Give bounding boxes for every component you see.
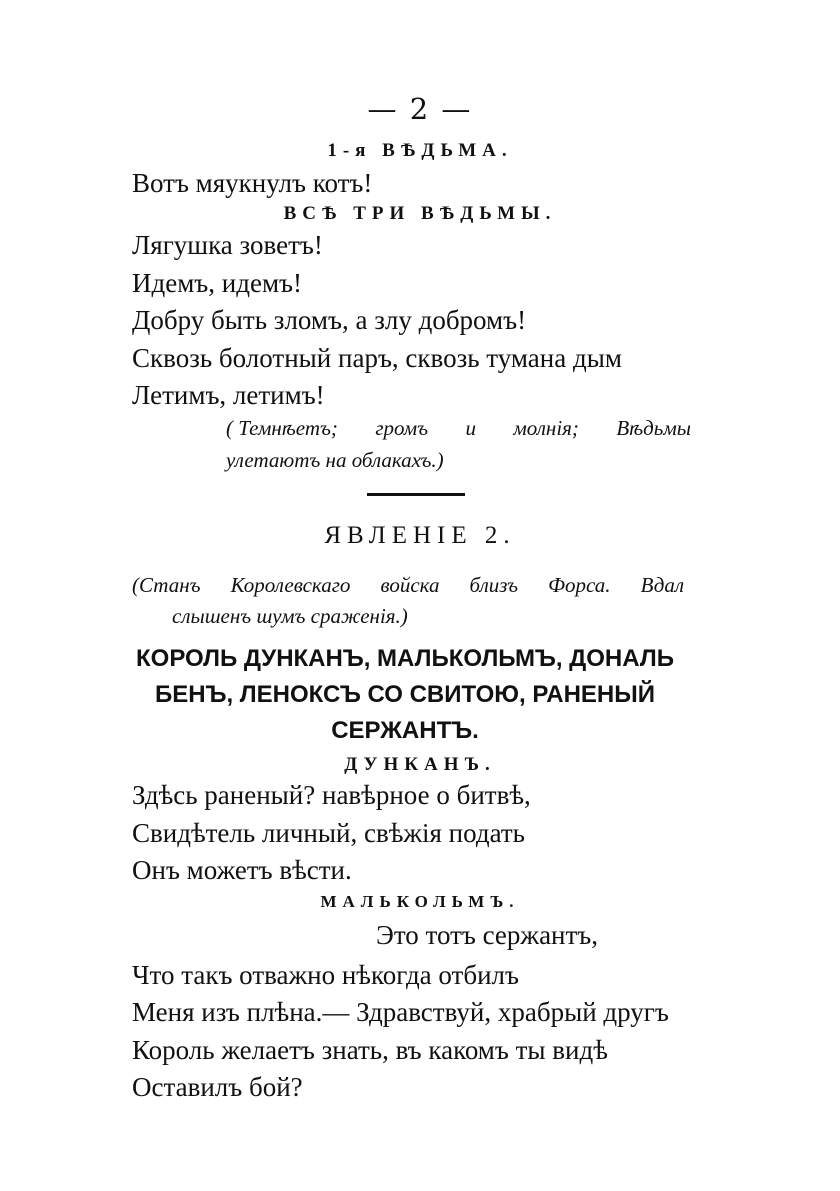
setting-word: войска <box>380 573 440 597</box>
page-number: — 2 — <box>367 92 473 126</box>
setting-word: Королевскаго <box>230 573 351 597</box>
scene-setting-line2: слышенъ шумъ сраженія.) <box>172 604 408 628</box>
verse-line: Летимъ, летимъ! <box>132 380 325 410</box>
speaker-all-witches: ВСѢ ТРИ ВѢДЬМЫ. <box>283 203 557 224</box>
verse-line: Идемъ, идемъ! <box>132 268 302 298</box>
verse-line: Меня изъ плѣна.— Здравствуй, храбрый другъ <box>132 997 669 1027</box>
verse-line: Здѣсь раненый? навѣрное о битвѣ, <box>132 780 531 810</box>
verse-line: Оставилъ бой? <box>132 1072 303 1102</box>
stage-word: и <box>465 416 476 440</box>
stage-direction-line2: улетаютъ на облакахъ.) <box>226 448 444 472</box>
stage-word: громъ <box>375 416 429 440</box>
verse-line: Добру быть зломъ, а злу добромъ! <box>132 305 527 335</box>
section-divider <box>367 493 465 496</box>
setting-word: Вдал <box>640 573 684 597</box>
verse-line: Онъ можетъ вѣсти. <box>132 855 352 885</box>
speaker-duncan: ДУНКАНЪ. <box>344 754 496 775</box>
verse-line: Вотъ мяукнулъ котъ! <box>132 168 373 198</box>
verse-line: Король желаетъ знать, въ какомъ ты видѣ <box>132 1035 608 1065</box>
verse-line: Что такъ отважно нѣкогда отбилъ <box>132 960 519 990</box>
setting-word: Форса. <box>548 573 611 597</box>
cast-line: БЕНЪ, ЛЕНОКСЪ СО СВИТОЮ, РАНЕНЫЙ <box>155 681 655 708</box>
setting-word: (Станъ <box>132 573 201 597</box>
verse-line: Сквозь болотный паръ, сквозь тумана дым <box>132 343 622 373</box>
scene-setting <box>132 573 684 598</box>
stage-direction <box>226 416 691 441</box>
cast-line: КОРОЛЬ ДУНКАНЪ, МАЛЬКОЛЬМЪ, ДОНАЛЬ <box>136 645 674 672</box>
speaker-malcolm: МАЛЬКОЛЬМЪ. <box>320 892 520 911</box>
stage-word: молнія; <box>513 416 579 440</box>
stage-word: ( Темнѣетъ; <box>226 416 338 440</box>
verse-line: Свидѣтель личный, свѣжія подать <box>132 818 525 848</box>
cast-line: СЕРЖАНТЪ. <box>331 717 479 744</box>
speaker-first-witch: 1-я ВѢДЬМА. <box>327 140 513 161</box>
stage-word: Вѣдьмы <box>616 416 691 440</box>
setting-word: близъ <box>469 573 519 597</box>
verse-line: Лягушка зоветъ! <box>132 230 323 260</box>
scene-title: ЯВЛЕНІЕ 2. <box>324 522 516 549</box>
cast-list <box>130 641 680 749</box>
verse-line-indented: Это тотъ сержантъ, <box>376 920 599 950</box>
